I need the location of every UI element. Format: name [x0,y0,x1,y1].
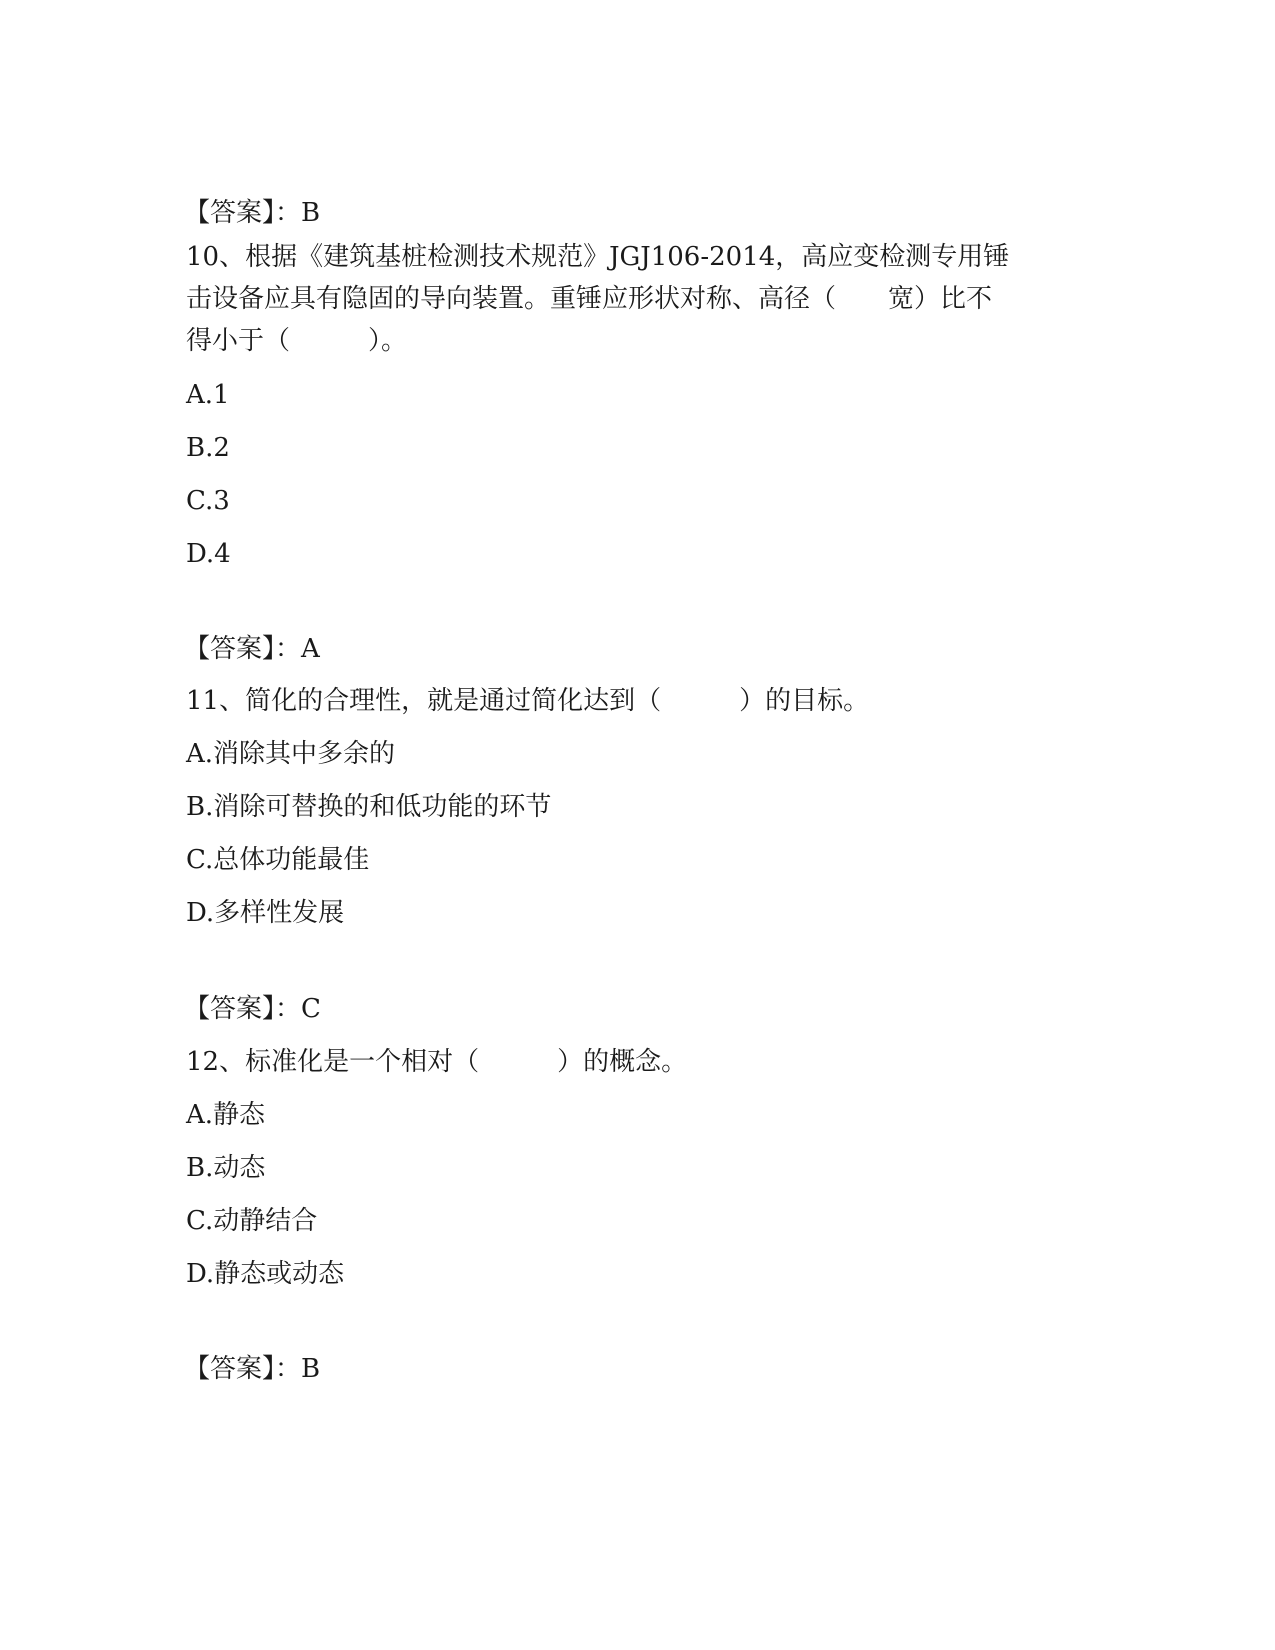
option-c: C.动静结合 [186,1206,318,1236]
question-stem-line: 10、根据《建筑基桩检测技术规范》JGJ106-2014，高应变检测专用锤 [186,242,1010,272]
option-c: C.总体功能最佳 [186,845,370,875]
option-a: A.消除其中多余的 [186,739,396,769]
option-b: B.动态 [186,1153,266,1183]
option-d: D.静态或动态 [186,1259,345,1289]
option-a: A.1 [186,380,230,410]
answer-line-q10: 【答案】：A [184,634,320,664]
question-stem-line: 击设备应具有隐固的导向装置。重锤应形状对称、高径（ 宽）比不 [186,284,993,314]
question-stem-line: 12、标准化是一个相对（ ）的概念。 [186,1047,688,1077]
answer-line-prev: 【答案】：B [184,198,321,228]
option-d: D.4 [186,539,231,569]
answer-line-q12: 【答案】：B [184,1354,321,1384]
option-a: A.静态 [186,1100,266,1130]
answer-line-q11: 【答案】：C [184,994,321,1024]
option-c: C.3 [186,486,230,516]
option-b: B.2 [186,433,230,463]
option-d: D.多样性发展 [186,898,345,928]
option-b: B.消除可替换的和低功能的环节 [186,792,552,822]
question-stem-line: 11、简化的合理性，就是通过简化达到（ ）的目标。 [186,686,870,716]
question-stem-line: 得小于（ ）。 [186,326,408,356]
